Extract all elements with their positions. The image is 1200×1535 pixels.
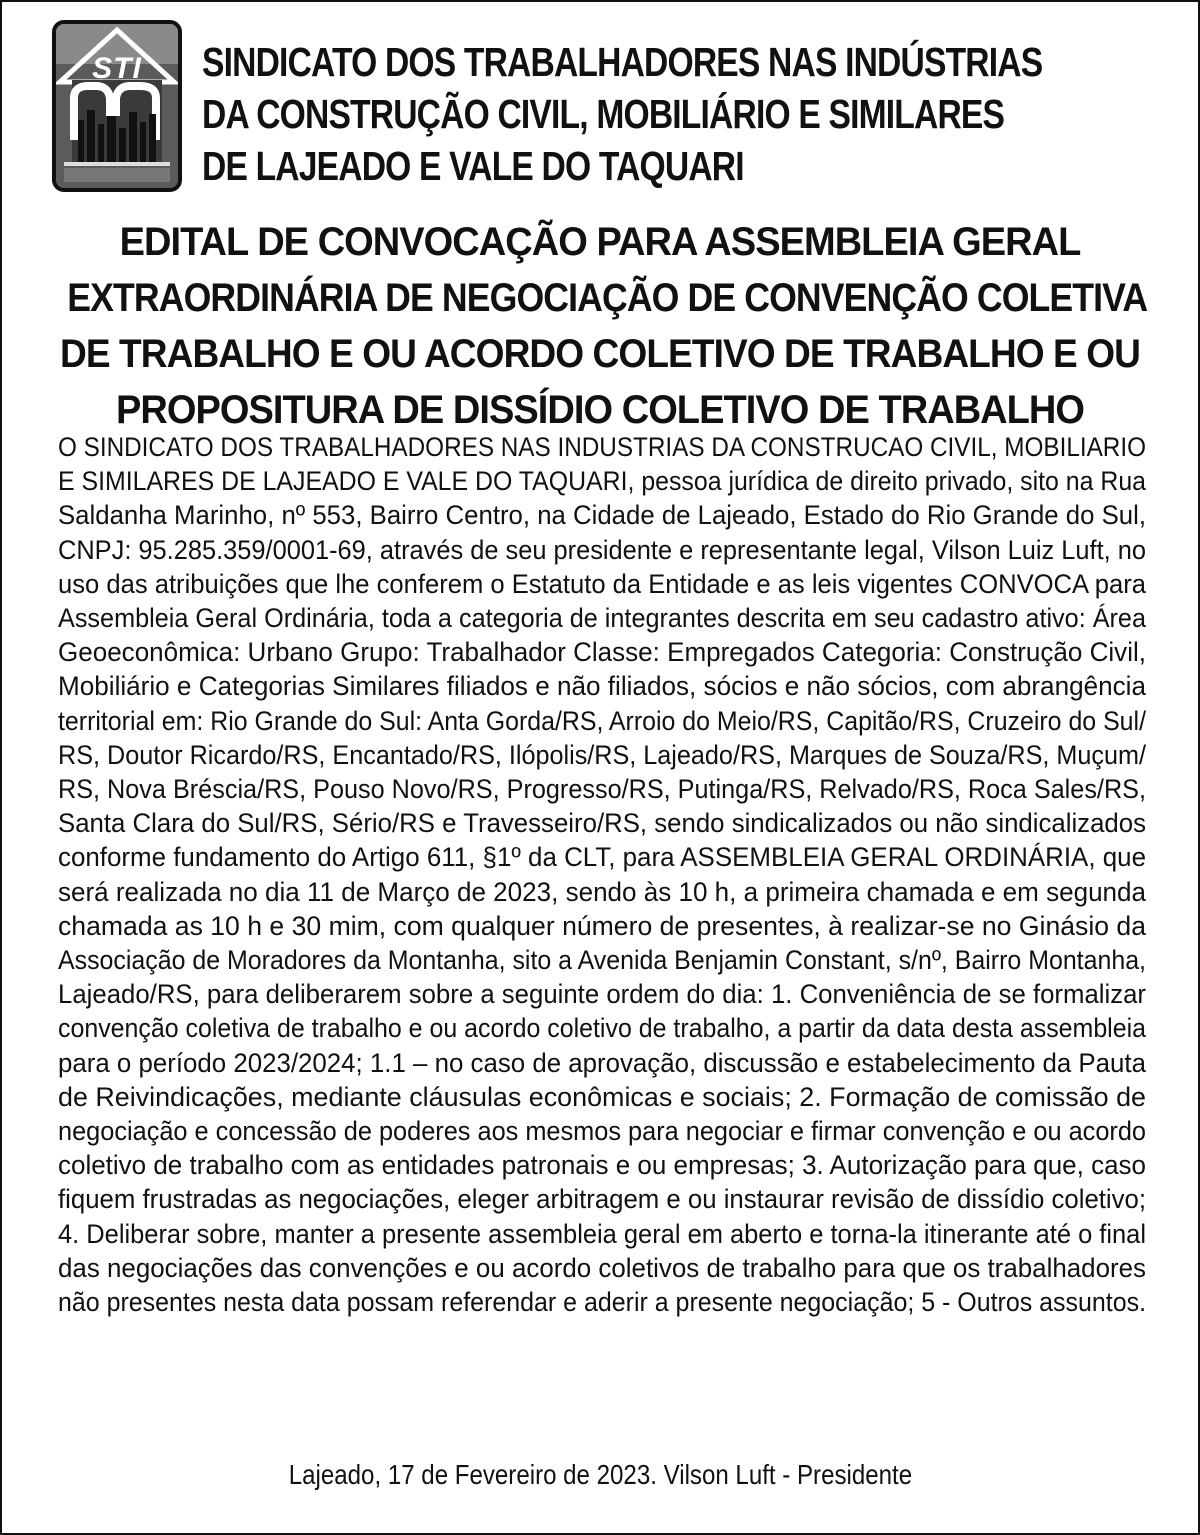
body-line: Geoeconômica: Urbano Grupo: Trabalhador Classe: Empregados Categoria: Construção Civil, — [58, 637, 1146, 668]
body-line: será realizada no dia 11 de Março de 2023, sendo às 10 h, a primeira chamada e em segunda — [58, 876, 1146, 907]
org-name-line: DA CONSTRUÇÃO CIVIL, MOBILIÁRIO E SIMILARES — [202, 91, 1005, 137]
org-name-line: DE LAJEADO E VALE DO TAQUARI — [202, 143, 744, 189]
signature-line — [2, 1455, 1198, 1495]
title-line: EXTRAORDINÁRIA DE NEGOCIAÇÃO DE CONVENÇÃO COLETIVA — [67, 276, 1148, 320]
building-skyline-logo-icon — [56, 24, 178, 188]
body-line: de Reivindicações, mediante cláusulas econômicas e sociais; 2. Formação de comissão de — [58, 1081, 1146, 1112]
body-line: RS, Doutor Ricardo/RS, Encantado/RS, Ilópolis/RS, Lajeado/RS, Marques de Souza/RS, Muçum/ — [58, 739, 1146, 770]
document-title — [2, 214, 1198, 438]
body-line: Mobiliário e Categorias Similares filiados e não filiados, sócios e não sócios, com abrangência — [58, 671, 1146, 702]
body-line: negociação e concessão de poderes aos mesmos para negociar e firmar convenção e ou acordo — [58, 1116, 1146, 1147]
body-line: O SINDICATO DOS TRABALHADORES NAS INDUSTRIAS DA CONSTRUCAO CIVIL, MOBILIARIO — [58, 432, 1146, 462]
body-line: Saldanha Marinho, nº 553, Bairro Centro, na Cidade de Lajeado, Estado do Rio Grande do Sul, — [58, 500, 1146, 531]
body-line: Lajeado/RS, para deliberarem sobre a seguinte ordem do dia: 1. Conveniência de se formalizar — [58, 979, 1146, 1010]
body-line: conforme fundamento do Artigo 611, §1º da CLT, para ASSEMBLEIA GERAL ORDINÁRIA, que — [58, 842, 1146, 873]
body-line: fiquem frustradas as negociações, eleger arbitragem e ou instaurar revisão de dissídio coletivo; — [58, 1184, 1146, 1215]
body-line: Assembleia Geral Ordinária, toda a categoria de integrantes descrita em seu cadastro ativo: Área — [58, 603, 1146, 634]
union-logo — [52, 20, 182, 192]
body-line: E SIMILARES DE LAJEADO E VALE DO TAQUARI, pessoa jurídica de direito privado, sito na Rua — [58, 466, 1146, 497]
body-line: convenção coletiva de trabalho e ou acordo coletivo de trabalho, a partir da data desta assembleia — [58, 1013, 1146, 1044]
body-line: das negociações das convenções e ou acordo coletivos de trabalho para que os trabalhadores — [58, 1252, 1146, 1283]
header — [50, 18, 1160, 196]
title-line: EDITAL DE CONVOCAÇÃO PARA ASSEMBLEIA GERAL — [119, 220, 1081, 264]
body-line: chamada as 10 h e 30 mim, com qualquer número de presentes, à realizar-se no Ginásio da — [58, 910, 1146, 941]
body-line: Associação de Moradores da Montanha, sito a Avenida Benjamin Constant, s/nº, Bairro Montanha, — [58, 945, 1146, 976]
organization-name — [202, 36, 1043, 192]
body-line: coletivo de trabalho com as entidades patronais e ou empresas; 3. Autorização para que, caso — [58, 1150, 1146, 1181]
logo-text: STI — [92, 52, 142, 85]
body-line: RS, Nova Bréscia/RS, Pouso Novo/RS, Progresso/RS, Putinga/RS, Relvado/RS, Roca Sales/RS, — [58, 774, 1146, 805]
body-line: Santa Clara do Sul/RS, Sério/RS e Travesseiro/RS, sendo sindicalizados ou não sindicalizados — [58, 808, 1146, 839]
body-line: 4. Deliberar sobre, manter a presente assembleia geral em aberto e torna-la itinerante até o final — [58, 1218, 1146, 1249]
body-line: uso das atribuições que lhe conferem o Estatuto da Entidade e as leis vigentes CONVOCA para — [58, 568, 1146, 599]
title-line: DE TRABALHO E OU ACORDO COLETIVO DE TRABALHO E OU — [59, 332, 1140, 376]
body-line: CNPJ: 95.285.359/0001-69, através de seu presidente e representante legal, Vilson Luiz Luft, no — [58, 534, 1146, 565]
body-line: não presentes nesta data possam referendar e aderir a presente negociação; 5 - Outros assuntos. — [58, 1287, 1146, 1318]
title-line: PROPOSITURA DE DISSÍDIO COLETIVO DE TRABALHO — [115, 388, 1085, 432]
body-text — [58, 430, 1146, 1319]
body-line: para o período 2023/2024; 1.1 – no caso de aprovação, discussão e estabelecimento da Pauta — [58, 1047, 1146, 1078]
footer-text: Lajeado, 17 de Fevereiro de 2023. Vilson Luft - Presidente — [288, 1459, 912, 1490]
body-line: territorial em: Rio Grande do Sul: Anta Gorda/RS, Arroio do Meio/RS, Capitão/RS, Cruzeiro do Sul/ — [58, 705, 1146, 736]
org-name-line: SINDICATO DOS TRABALHADORES NAS INDÚSTRIAS — [202, 39, 1043, 85]
